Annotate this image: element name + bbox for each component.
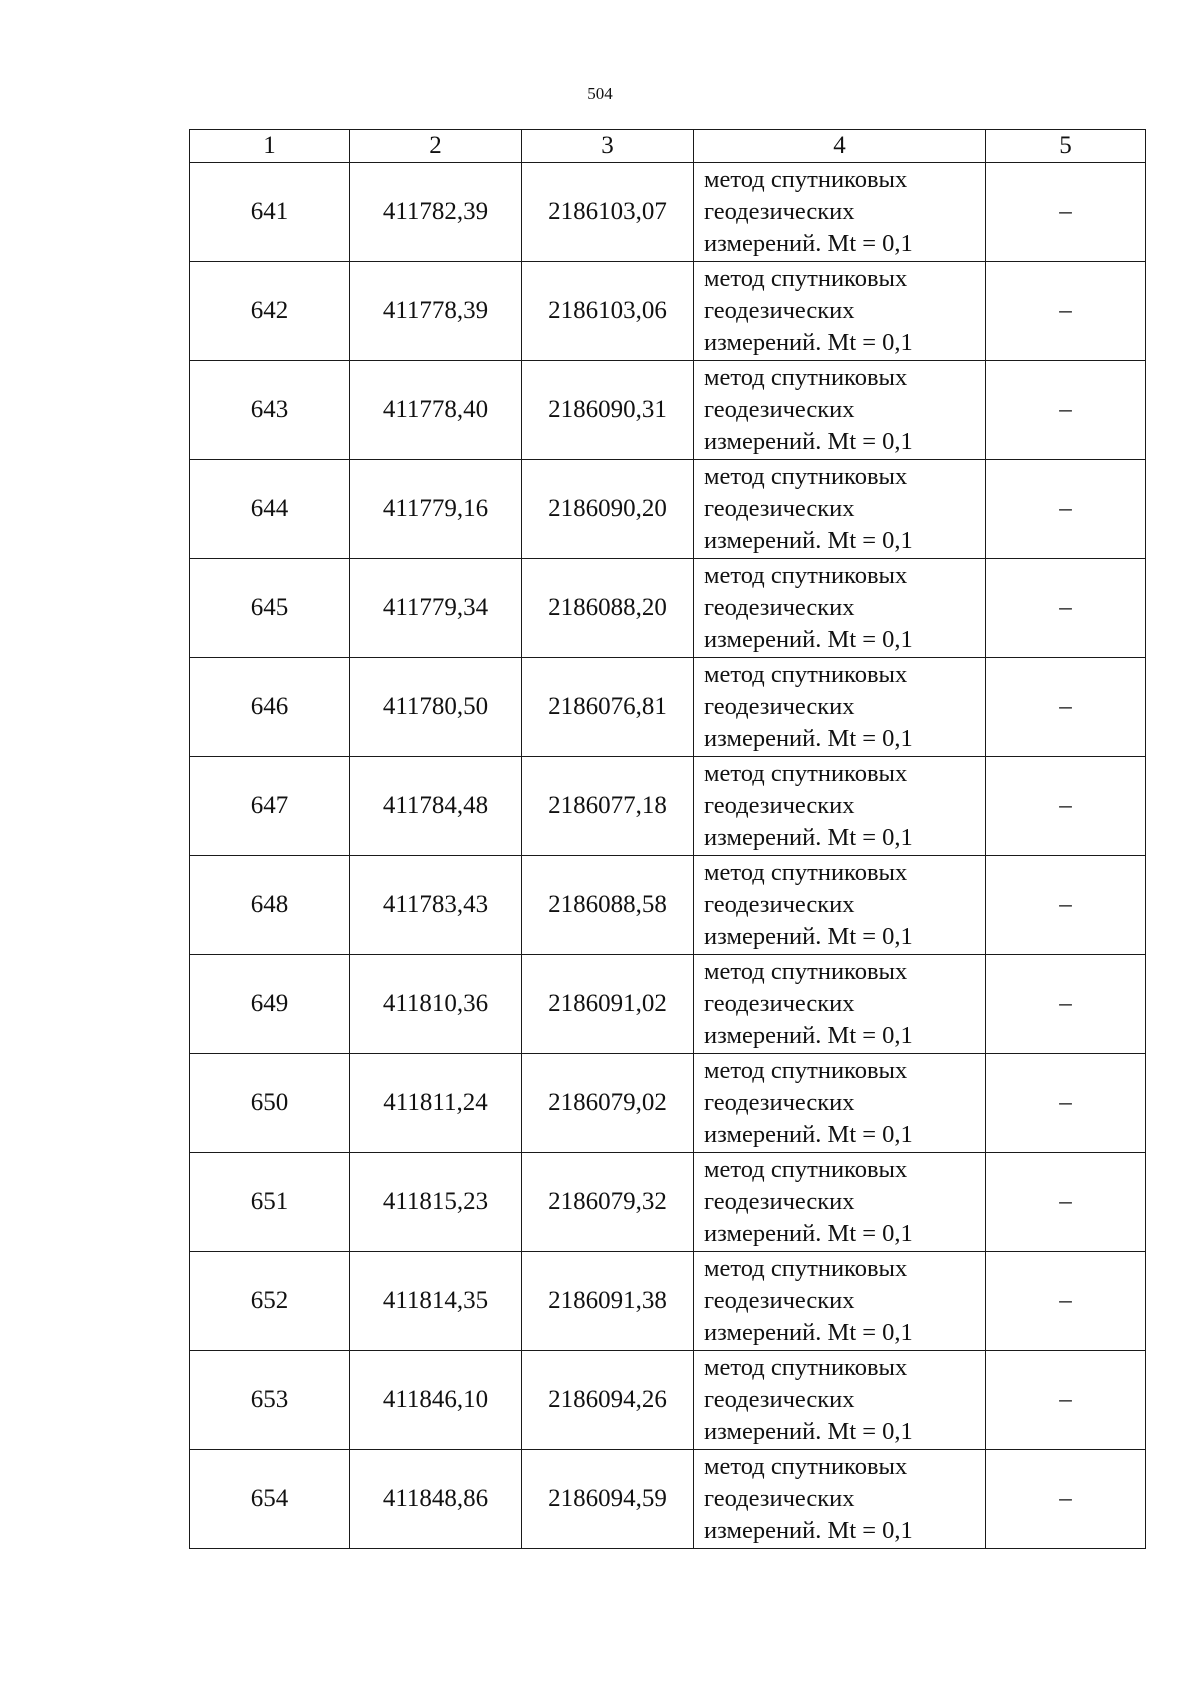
method-text-line: измерений. Mt = 0,1 [704,725,913,752]
method-text-line: измерений. Mt = 0,1 [704,230,913,257]
method-text-line: измерений. Mt = 0,1 [704,428,913,455]
method-text-line: геодезических [704,1485,855,1512]
method-cell [694,361,986,460]
column-header-5: 5 [986,130,1146,163]
method-cell [694,1351,986,1450]
method-text-line: метод спутниковых [704,463,908,490]
y-coordinate-cell: 2186103,07 [522,163,694,262]
point-number-cell: 643 [190,361,350,460]
point-number-cell: 651 [190,1153,350,1252]
x-coordinate-cell: 411848,86 [350,1450,522,1549]
table-row [190,757,1146,856]
x-coordinate-cell: 411814,35 [350,1252,522,1351]
method-text-line: геодезических [704,396,855,423]
method-text-line: геодезических [704,495,855,522]
point-number-cell: 647 [190,757,350,856]
point-number-cell: 645 [190,559,350,658]
point-number-cell: 641 [190,163,350,262]
x-coordinate-cell: 411779,34 [350,559,522,658]
method-text-line: геодезических [704,693,855,720]
method-text-line: метод спутниковых [704,661,908,688]
x-coordinate-cell: 411784,48 [350,757,522,856]
note-cell: – [986,757,1146,856]
x-coordinate-cell: 411782,39 [350,163,522,262]
method-text-line: измерений. Mt = 0,1 [704,1121,913,1148]
note-cell: – [986,361,1146,460]
x-coordinate-cell: 411778,39 [350,262,522,361]
page-number: 504 [587,84,613,103]
table-row [190,1153,1146,1252]
y-coordinate-cell: 2186079,32 [522,1153,694,1252]
method-text-line: метод спутниковых [704,265,908,292]
method-text-line: измерений. Mt = 0,1 [704,1319,913,1346]
method-text-line: метод спутниковых [704,562,908,589]
method-text-line: метод спутниковых [704,1354,908,1381]
note-cell: – [986,460,1146,559]
table-row [190,559,1146,658]
note-cell: – [986,1054,1146,1153]
table-row [190,163,1146,262]
y-coordinate-cell: 2186079,02 [522,1054,694,1153]
point-number-cell: 650 [190,1054,350,1153]
x-coordinate-cell: 411846,10 [350,1351,522,1450]
method-cell [694,1054,986,1153]
method-text-line: геодезических [704,297,855,324]
y-coordinate-cell: 2186090,20 [522,460,694,559]
method-text-line: измерений. Mt = 0,1 [704,923,913,950]
x-coordinate-cell: 411815,23 [350,1153,522,1252]
x-coordinate-cell: 411778,40 [350,361,522,460]
method-cell [694,460,986,559]
method-text-line: метод спутниковых [704,1156,908,1183]
table-body [190,163,1146,1549]
method-text-line: измерений. Mt = 0,1 [704,1418,913,1445]
point-number-cell: 646 [190,658,350,757]
method-text-line: геодезических [704,594,855,621]
method-text-line: метод спутниковых [704,364,908,391]
column-header-2: 2 [350,130,522,163]
method-text-line: геодезических [704,990,855,1017]
point-number-cell: 649 [190,955,350,1054]
method-text-line: геодезических [704,1089,855,1116]
method-cell [694,163,986,262]
note-cell: – [986,856,1146,955]
note-cell: – [986,1153,1146,1252]
table-row [190,955,1146,1054]
method-text-line: метод спутниковых [704,760,908,787]
y-coordinate-cell: 2186103,06 [522,262,694,361]
method-cell [694,1252,986,1351]
method-text-line: геодезических [704,1188,855,1215]
y-coordinate-cell: 2186090,31 [522,361,694,460]
column-header-3: 3 [522,130,694,163]
table-header-row [190,130,1146,163]
x-coordinate-cell: 411780,50 [350,658,522,757]
y-coordinate-cell: 2186094,26 [522,1351,694,1450]
method-text-line: измерений. Mt = 0,1 [704,1517,913,1544]
method-text-line: метод спутниковых [704,1453,908,1480]
x-coordinate-cell: 411810,36 [350,955,522,1054]
table-row [190,1450,1146,1549]
point-number-cell: 644 [190,460,350,559]
note-cell: – [986,163,1146,262]
method-text-line: геодезических [704,198,855,225]
method-text-line: геодезических [704,891,855,918]
table-row [190,1351,1146,1450]
method-text-line: метод спутниковых [704,166,908,193]
table-row [190,658,1146,757]
method-text-line: геодезических [704,792,855,819]
table-row [190,1252,1146,1351]
table-row [190,262,1146,361]
method-text-line: геодезических [704,1287,855,1314]
y-coordinate-cell: 2186088,20 [522,559,694,658]
y-coordinate-cell: 2186076,81 [522,658,694,757]
column-header-4: 4 [694,130,986,163]
note-cell: – [986,559,1146,658]
method-cell [694,658,986,757]
method-cell [694,262,986,361]
x-coordinate-cell: 411783,43 [350,856,522,955]
method-cell [694,955,986,1054]
method-text-line: метод спутниковых [704,1057,908,1084]
x-coordinate-cell: 411779,16 [350,460,522,559]
note-cell: – [986,1450,1146,1549]
method-text-line: измерений. Mt = 0,1 [704,626,913,653]
y-coordinate-cell: 2186091,02 [522,955,694,1054]
table-row [190,460,1146,559]
method-cell [694,757,986,856]
column-header-1: 1 [190,130,350,163]
table-row [190,1054,1146,1153]
method-text-line: измерений. Mt = 0,1 [704,527,913,554]
method-text-line: измерений. Mt = 0,1 [704,824,913,851]
method-text-line: метод спутниковых [704,958,908,985]
x-coordinate-cell: 411811,24 [350,1054,522,1153]
table-row [190,856,1146,955]
coordinates-table [189,129,1146,1549]
y-coordinate-cell: 2186094,59 [522,1450,694,1549]
method-text-line: измерений. Mt = 0,1 [704,1022,913,1049]
point-number-cell: 642 [190,262,350,361]
point-number-cell: 652 [190,1252,350,1351]
note-cell: – [986,955,1146,1054]
method-text-line: измерений. Mt = 0,1 [704,1220,913,1247]
method-cell [694,856,986,955]
method-cell [694,1450,986,1549]
method-text-line: геодезических [704,1386,855,1413]
note-cell: – [986,658,1146,757]
method-cell [694,1153,986,1252]
method-text-line: измерений. Mt = 0,1 [704,329,913,356]
note-cell: – [986,1351,1146,1450]
point-number-cell: 654 [190,1450,350,1549]
method-text-line: метод спутниковых [704,1255,908,1282]
table-row [190,361,1146,460]
note-cell: – [986,262,1146,361]
point-number-cell: 648 [190,856,350,955]
note-cell: – [986,1252,1146,1351]
method-cell [694,559,986,658]
y-coordinate-cell: 2186088,58 [522,856,694,955]
method-text-line: метод спутниковых [704,859,908,886]
y-coordinate-cell: 2186077,18 [522,757,694,856]
y-coordinate-cell: 2186091,38 [522,1252,694,1351]
point-number-cell: 653 [190,1351,350,1450]
